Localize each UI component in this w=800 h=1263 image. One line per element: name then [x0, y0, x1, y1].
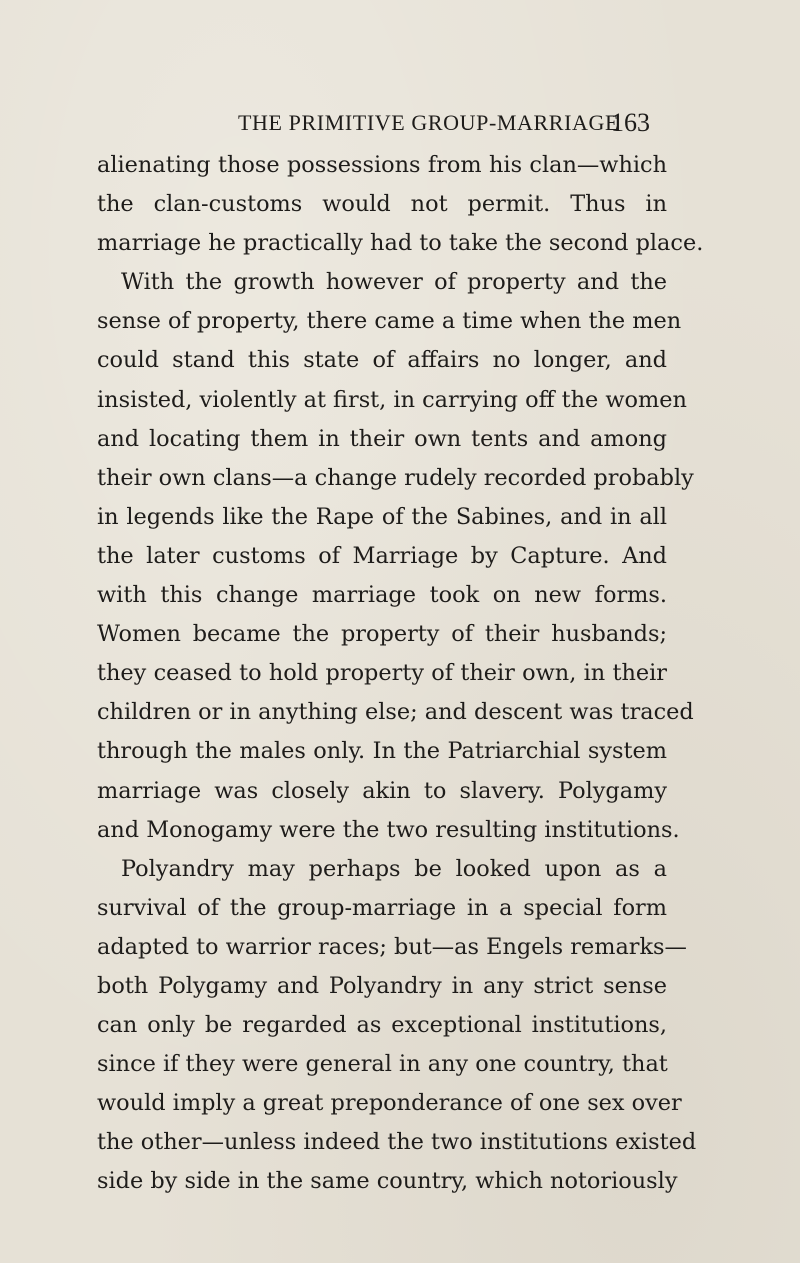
text-line: sense of property, there came a time when the men [97, 308, 682, 335]
text-line: both Polygamy and Polyandry in any strict sense [97, 972, 667, 999]
text-line: would imply a great preponderance of one sex over [97, 1090, 682, 1117]
text-line: insisted, violently at first, in carrying off the women [97, 386, 687, 413]
text-line: marriage he practically had to take the second place. [97, 230, 704, 257]
running-title: THE PRIMITIVE GROUP-MARRIAGE [238, 110, 620, 135]
text-line: adapted to warrior races; but—as Engels remarks— [97, 933, 687, 960]
text-line: With the growth however of property and the [121, 269, 667, 296]
text-line: alienating those possessions from his clan—which [97, 152, 667, 178]
text-line: side by side in the same country, which notoriously [97, 1168, 678, 1195]
text-line: they ceased to hold property of their own, in their [97, 660, 667, 687]
text-line: and Monogamy were the two resulting institutions. [97, 816, 680, 843]
body-text [97, 146, 704, 1202]
text-line: children or in anything else; and descent was traced [97, 699, 694, 726]
text-line: with this change marriage took on new forms. [97, 582, 667, 609]
page-number: 163 [611, 108, 650, 137]
text-line: since if they were general in any one country, that [97, 1051, 668, 1078]
text-line: through the males only. In the Patriarchial system [97, 738, 667, 765]
text-line: their own clans—a change rudely recorded probably [97, 464, 694, 491]
text-line: marriage was closely akin to slavery. Polygamy [97, 777, 667, 804]
text-line: the later customs of Marriage by Capture. And [97, 542, 667, 569]
text-line: the clan-customs would not permit. Thus in [97, 191, 667, 218]
text-line: can only be regarded as exceptional institutions, [97, 1012, 667, 1039]
text-line: Women became the property of their husbands; [97, 621, 667, 648]
text-line: survival of the group-marriage in a special form [97, 894, 667, 921]
text-line: could stand this state of affairs no longer, and [97, 347, 667, 374]
text-line: the other—unless indeed the two institutions existed [97, 1129, 697, 1156]
text-line: and locating them in their own tents and among [97, 425, 667, 452]
text-line: in legends like the Rape of the Sabines, and in all [97, 503, 667, 530]
text-line: Polyandry may perhaps be looked upon as a [121, 855, 667, 882]
